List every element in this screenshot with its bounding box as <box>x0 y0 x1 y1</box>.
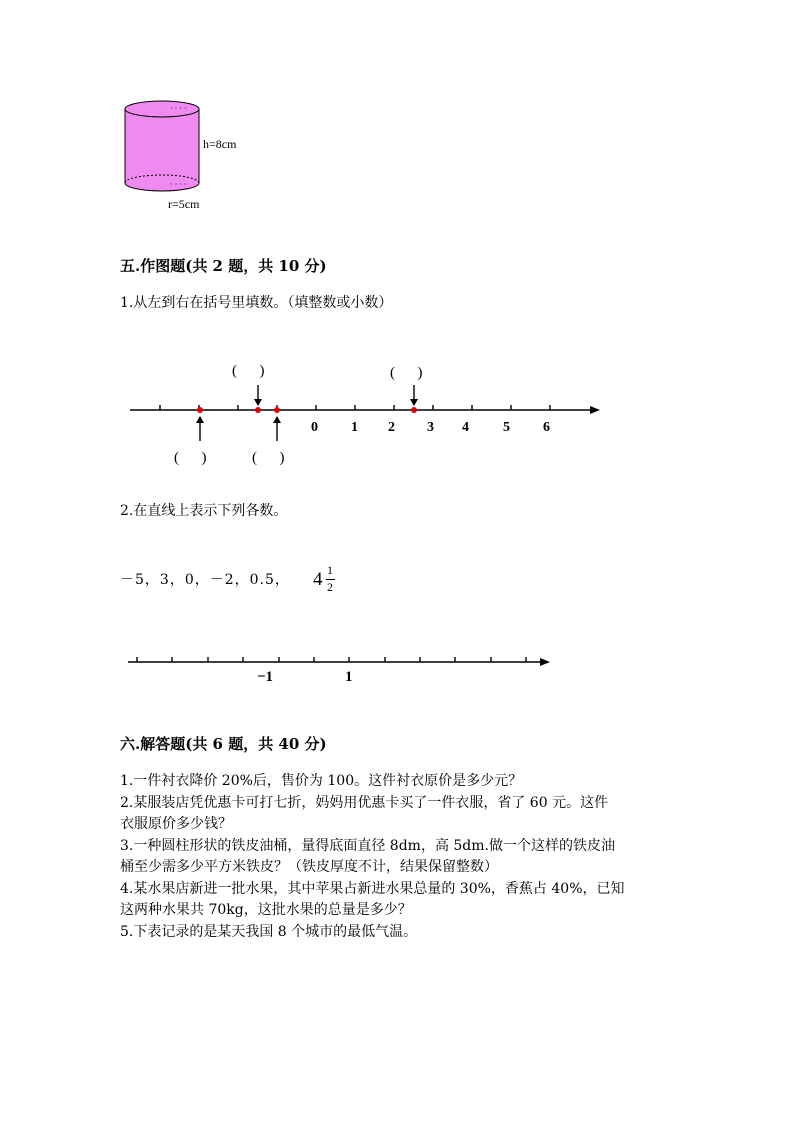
mixed-whole: 4 <box>313 569 323 590</box>
up-arrow-icon <box>273 416 281 441</box>
section5-heading: 五.作图题(共 2 题，共 10 分) <box>120 257 327 275</box>
tick-label: 3 <box>427 420 434 435</box>
question-line: 2.某服装店凭优惠卡可打七折，妈妈用优惠卡买了一件衣服，省了 60 元。这件 <box>120 794 609 811</box>
point-dot <box>197 407 203 413</box>
question-line: 3.一种圆柱形状的铁皮油桶，量得底面直径 8dm，高 5dm.做一个这样的铁皮油 <box>120 837 615 854</box>
up-arrow-icon <box>196 416 204 441</box>
mixed-denominator: 2 <box>327 580 333 594</box>
answer-bracket: ( ) <box>252 450 285 466</box>
q2-text: 2.在直线上表示下列各数。 <box>120 503 288 519</box>
point-dot <box>255 407 261 413</box>
cylinder-top <box>125 101 199 117</box>
question-line: 4.某水果店新进一批水果，其中苹果占新进水果总量的 30%，香蕉占 40%，已知 <box>120 880 625 897</box>
q2-numbers: －5，3，0，－2，0.5， <box>120 572 290 588</box>
question-line: 1.一件衬衣降价 20%后，售价为 100。这件衬衣原价是多少元？ <box>120 773 523 789</box>
question-line: 衣服原价多少钱？ <box>120 816 232 832</box>
point-dot <box>274 407 280 413</box>
answer-bracket: ( ) <box>390 365 423 381</box>
tick-label: 5 <box>503 420 510 435</box>
tick-label: −1 <box>257 669 274 685</box>
tick-label: 6 <box>543 420 550 435</box>
number-line-2 <box>120 645 560 690</box>
number-line-1-arrowhead <box>590 406 600 414</box>
cylinder-top-dots: · · · · <box>170 104 187 113</box>
q1-text: 1.从左到右在括号里填数。（填整数或小数） <box>120 295 393 311</box>
mixed-numerator: 1 <box>327 563 333 577</box>
down-arrow-icon <box>254 385 262 406</box>
down-arrow-icon <box>410 385 418 406</box>
number-line-2-arrowhead <box>540 658 550 666</box>
answer-bracket: ( ) <box>232 363 265 379</box>
cylinder-radius-label: r=5cm <box>168 197 200 211</box>
point-dot <box>411 407 417 413</box>
tick-label: 0 <box>311 420 318 435</box>
cylinder-bottom-dots: · · · · <box>170 180 187 189</box>
question-list <box>120 771 680 943</box>
cylinder-height-label: h=8cm <box>203 137 237 151</box>
cylinder-body <box>125 109 199 191</box>
tick-label: 1 <box>345 669 353 685</box>
tick-label: 4 <box>462 420 469 435</box>
tick-label: 1 <box>351 420 358 435</box>
tick-label: 2 <box>388 420 395 435</box>
question-line: 桶至少需多少平方米铁皮？（铁皮厚度不计，结果保留整数） <box>120 859 498 875</box>
question-line: 5.下表记录的是某天我国 8 个城市的最低气温。 <box>120 923 418 940</box>
number-line-1 <box>120 355 610 475</box>
answer-bracket: ( ) <box>174 450 207 466</box>
question-line: 这两种水果共 70kg，这批水果的总量是多少？ <box>120 902 412 918</box>
section6-heading: 六.解答题(共 6 题，共 40 分) <box>120 735 327 753</box>
